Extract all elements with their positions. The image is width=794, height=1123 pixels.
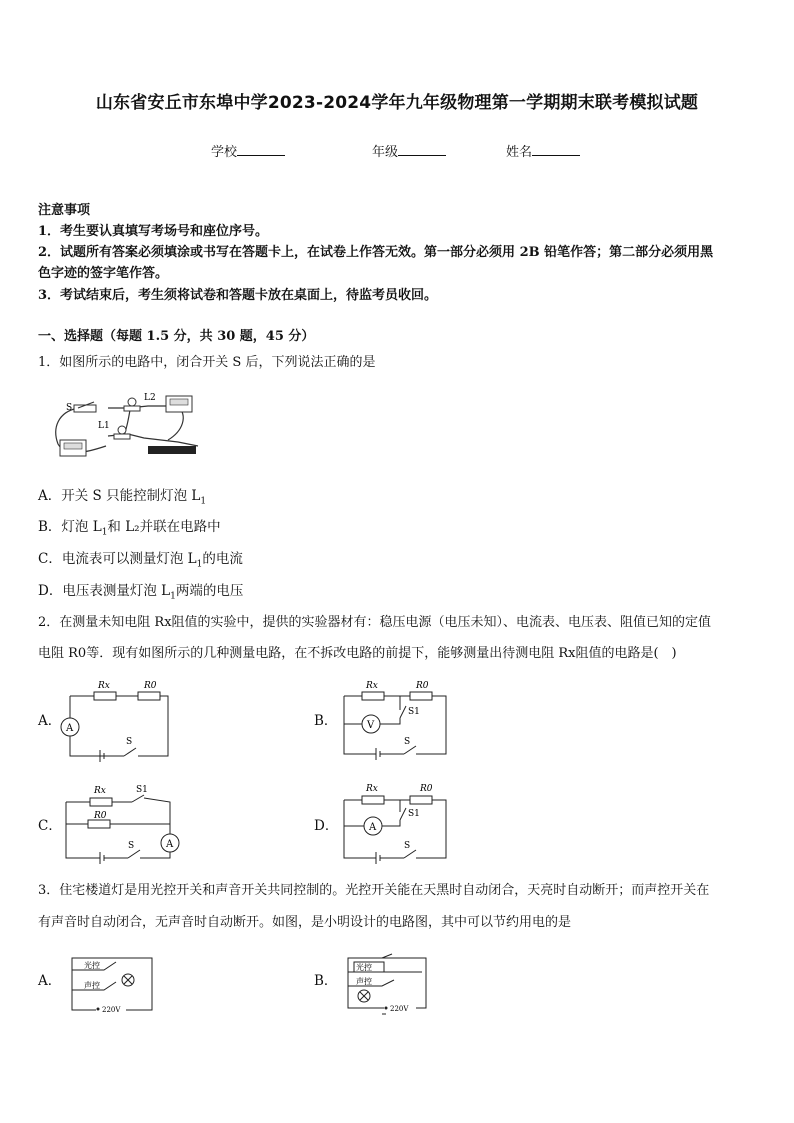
q3-option-b[interactable]: B． bbox=[314, 973, 338, 989]
svg-text:S1: S1 bbox=[408, 707, 420, 717]
q1-label-l2: L2 bbox=[144, 393, 156, 403]
q1-stem: 1．如图所示的电路中，闭合开关 S 后，下列说法正确的是 bbox=[38, 355, 376, 370]
q1-option-b[interactable]: B．灯泡 $L_1$和 L₂并联在电路中 bbox=[38, 519, 221, 538]
grade-label: 年级 bbox=[372, 145, 399, 160]
svg-text:220V: 220V bbox=[390, 1005, 409, 1013]
svg-text:光控: 光控 bbox=[356, 963, 372, 972]
section-heading: 一、选择题（每题 1.5 分，共 30 题，45 分） bbox=[38, 329, 315, 344]
grade-field[interactable] bbox=[372, 141, 446, 160]
name-blank[interactable] bbox=[532, 143, 580, 156]
svg-text:S: S bbox=[126, 737, 133, 747]
q1-option-c[interactable]: C．电流表可以测量灯泡 $L_1$的电流 bbox=[38, 551, 243, 570]
q2-option-d[interactable]: D． bbox=[314, 818, 339, 834]
notice-heading: 注意事项 bbox=[38, 203, 91, 218]
page-title: 山东省安丘市东埠中学2023-2024学年九年级物理第一学期期末联考模拟试题 bbox=[95, 93, 699, 113]
svg-text:Rx: Rx bbox=[98, 681, 110, 691]
svg-text:V: V bbox=[367, 720, 375, 731]
svg-text:Rx: Rx bbox=[366, 784, 378, 794]
svg-text:A: A bbox=[369, 822, 377, 833]
q2-stem-line1: 2．在测量未知电阻 Rx阻值的实验中，提供的实验器材有：稳压电源（电压未知）、电流表、电压表、阻值已知的定值 bbox=[38, 615, 712, 630]
svg-text:S1: S1 bbox=[136, 785, 148, 795]
q1-option-d[interactable]: D．电压表测量灯泡 $L_1$两端的电压 bbox=[38, 583, 244, 602]
notice-item-2-cont: 色字迹的签字笔作答。 bbox=[38, 266, 169, 281]
svg-text:S: S bbox=[404, 737, 411, 747]
svg-text:声控: 声控 bbox=[356, 977, 372, 986]
notice-item-2: 2．试题所有答案必须填涂或书写在答题卡上，在试卷上作答无效。第一部分必须用 2B 铅笔作答；第二部分必须用黑 bbox=[38, 245, 714, 260]
q3-option-a[interactable]: A． bbox=[38, 973, 62, 989]
svg-text:Rx: Rx bbox=[94, 786, 106, 796]
svg-text:R0: R0 bbox=[94, 811, 107, 821]
q2-circuit-b bbox=[336, 674, 456, 764]
svg-text:R0: R0 bbox=[144, 681, 157, 691]
q1-option-a[interactable]: A．开关 S 只能控制灯泡 $L_1$ bbox=[38, 488, 207, 507]
svg-text:Rx: Rx bbox=[366, 681, 378, 691]
notice-item-3: 3．考试结束后，考生须将试卷和答题卡放在桌面上，待监考员收回。 bbox=[38, 288, 438, 303]
svg-text:A: A bbox=[166, 839, 174, 850]
svg-text:220V: 220V bbox=[102, 1006, 121, 1014]
q3-stem-line2: 有声音时自动闭合，无声音时自动断开。如图，是小明设计的电路图，其中可以节约用电的是 bbox=[38, 915, 572, 930]
school-blank[interactable] bbox=[237, 143, 285, 156]
grade-blank[interactable] bbox=[398, 143, 446, 156]
q2-circuit-d bbox=[336, 778, 456, 868]
svg-text:S1: S1 bbox=[408, 809, 420, 819]
q2-circuit-c bbox=[60, 778, 184, 868]
q1-label-s: S bbox=[66, 403, 73, 413]
svg-text:S: S bbox=[128, 841, 135, 851]
svg-text:R0: R0 bbox=[416, 681, 429, 691]
svg-text:S: S bbox=[404, 841, 411, 851]
name-field[interactable] bbox=[506, 141, 580, 160]
svg-text:R0: R0 bbox=[420, 784, 433, 794]
svg-text:A: A bbox=[66, 723, 74, 734]
q2-option-a[interactable]: A． bbox=[38, 713, 62, 729]
q1-label-l1: L1 bbox=[98, 421, 110, 431]
q1-circuit-figure bbox=[48, 386, 208, 466]
notice-item-1: 1．考生要认真填写考场号和座位序号。 bbox=[38, 224, 269, 239]
q3-stem-line1: 3．住宅楼道灯是用光控开关和声音开关共同控制的。光控开关能在天黑时自动闭合，天亮时自动断开；而声控开关在 bbox=[38, 883, 710, 898]
svg-text:声控: 声控 bbox=[84, 981, 100, 990]
school-field[interactable] bbox=[211, 141, 285, 160]
q2-circuit-a bbox=[60, 674, 180, 764]
q2-option-c[interactable]: C． bbox=[38, 818, 62, 834]
school-label: 学校 bbox=[211, 145, 238, 160]
q2-stem-line2: 电阻 R0等．现有如图所示的几种测量电路，在不拆改电路的前提下，能够测量出待测电阻 Rx阻值的电路是( ) bbox=[38, 646, 677, 661]
q3-circuit-a bbox=[68, 952, 158, 1014]
svg-text:光控: 光控 bbox=[84, 961, 100, 970]
name-label: 姓名 bbox=[506, 145, 533, 160]
q2-option-b[interactable]: B． bbox=[314, 713, 338, 729]
q3-circuit-b bbox=[342, 950, 432, 1016]
